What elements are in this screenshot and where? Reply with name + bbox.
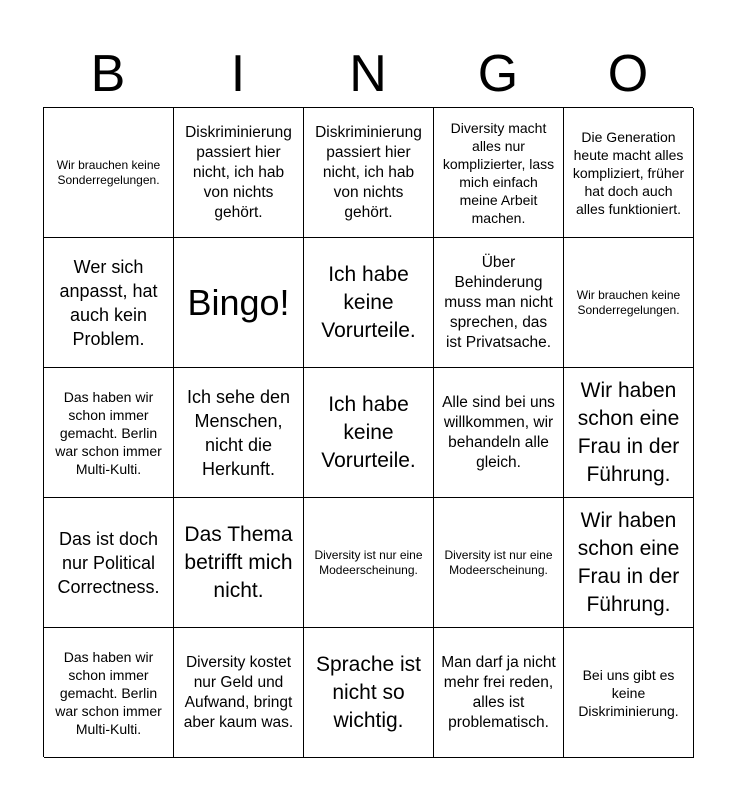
bingo-cell-r2c3[interactable]	[304, 238, 434, 368]
cell-text: Ich habe keine Vorurteile.	[321, 262, 416, 342]
cell-text: Bei uns gibt es keine Diskriminierung.	[578, 666, 679, 719]
bingo-cell-r3c1[interactable]	[44, 368, 174, 498]
bingo-cell-r2c2[interactable]	[174, 238, 304, 368]
bingo-cell-r3c5[interactable]	[564, 368, 694, 498]
header-letter-i: I	[230, 45, 246, 103]
header-letter-o: O	[607, 45, 649, 103]
cell-text: Über Behinderung muss man nicht sprechen, das ist Privatsache.	[444, 253, 553, 351]
bingo-cell-r4c3[interactable]	[304, 498, 434, 628]
cell-text: Diskriminierung passiert hier nicht, ich hab von nichts gehört.	[315, 123, 422, 221]
bingo-cell-r4c4[interactable]	[434, 498, 564, 628]
cell-text: Wer sich anpasst, hat auch kein Problem.	[59, 256, 158, 349]
cell-text: Alle sind bei uns willkommen, wir behandeln alle gleich.	[442, 393, 555, 471]
cell-text: Diskriminierung passiert hier nicht, ich hab von nichts gehört.	[185, 123, 292, 221]
bingo-cell-r3c3[interactable]	[304, 368, 434, 498]
cell-text: Sprache ist nicht so wichtig.	[315, 652, 422, 732]
cell-text: Wir brauchen keine Sonderregelungen.	[56, 157, 161, 187]
cell-text: Diversity ist nur eine Modeerscheinung.	[444, 547, 553, 577]
bingo-cell-r4c5[interactable]	[564, 498, 694, 628]
bingo-header	[43, 40, 693, 108]
bingo-cell-r5c2[interactable]	[174, 628, 304, 758]
bingo-cell-r3c2[interactable]	[174, 368, 304, 498]
bingo-cell-r4c2[interactable]	[174, 498, 304, 628]
bingo-cell-r1c5[interactable]	[564, 108, 694, 238]
bingo-cell-r2c5[interactable]	[564, 238, 694, 368]
cell-text: Das ist doch nur Political Correctness.	[57, 528, 160, 597]
cell-text: Diversity ist nur eine Modeerscheinung.	[314, 547, 423, 577]
cell-text: Wir haben schon eine Frau in der Führung.	[577, 378, 680, 486]
cell-text: Ich habe keine Vorurteile.	[321, 392, 416, 472]
cell-text: Wir haben schon eine Frau in der Führung.	[577, 508, 680, 616]
cell-text: Die Generation heute macht alles kompliziert, früher hat doch auch alles funktioniert.	[572, 128, 685, 217]
free-space-label: Bingo!	[187, 281, 290, 323]
bingo-cell-r4c1[interactable]	[44, 498, 174, 628]
bingo-cell-r5c5[interactable]	[564, 628, 694, 758]
bingo-cell-r3c4[interactable]	[434, 368, 564, 498]
cell-text: Das haben wir schon immer gemacht. Berlin war schon immer Multi-Kulti.	[55, 388, 162, 477]
bingo-cell-r2c1[interactable]	[44, 238, 174, 368]
bingo-cell-r1c3[interactable]	[304, 108, 434, 238]
header-letter-b: B	[90, 45, 126, 103]
header-letter-g: G	[477, 45, 519, 103]
cell-text: Diversity macht alles nur komplizierter, lass mich einfach meine Arbeit machen.	[442, 119, 555, 226]
bingo-cell-r1c1[interactable]	[44, 108, 174, 238]
bingo-cell-r5c4[interactable]	[434, 628, 564, 758]
cell-text: Wir brauchen keine Sonderregelungen.	[576, 287, 681, 317]
cell-text: Ich sehe den Menschen, nicht die Herkunft.	[186, 386, 291, 479]
bingo-cell-r1c4[interactable]	[434, 108, 564, 238]
cell-text: Das Thema betrifft mich nicht.	[184, 522, 293, 602]
header-letter-n: N	[349, 45, 387, 103]
cell-text: Diversity kostet nur Geld und Aufwand, bringt aber kaum was.	[183, 653, 294, 731]
bingo-cell-r2c4[interactable]	[434, 238, 564, 368]
bingo-cell-r5c1[interactable]	[44, 628, 174, 758]
bingo-cell-r5c3[interactable]	[304, 628, 434, 758]
bingo-cell-r1c2[interactable]	[174, 108, 304, 238]
cell-text: Das haben wir schon immer gemacht. Berlin war schon immer Multi-Kulti.	[55, 648, 162, 737]
bingo-card-grid	[43, 107, 693, 757]
cell-text: Man darf ja nicht mehr frei reden, alles ist problematisch.	[441, 653, 556, 731]
